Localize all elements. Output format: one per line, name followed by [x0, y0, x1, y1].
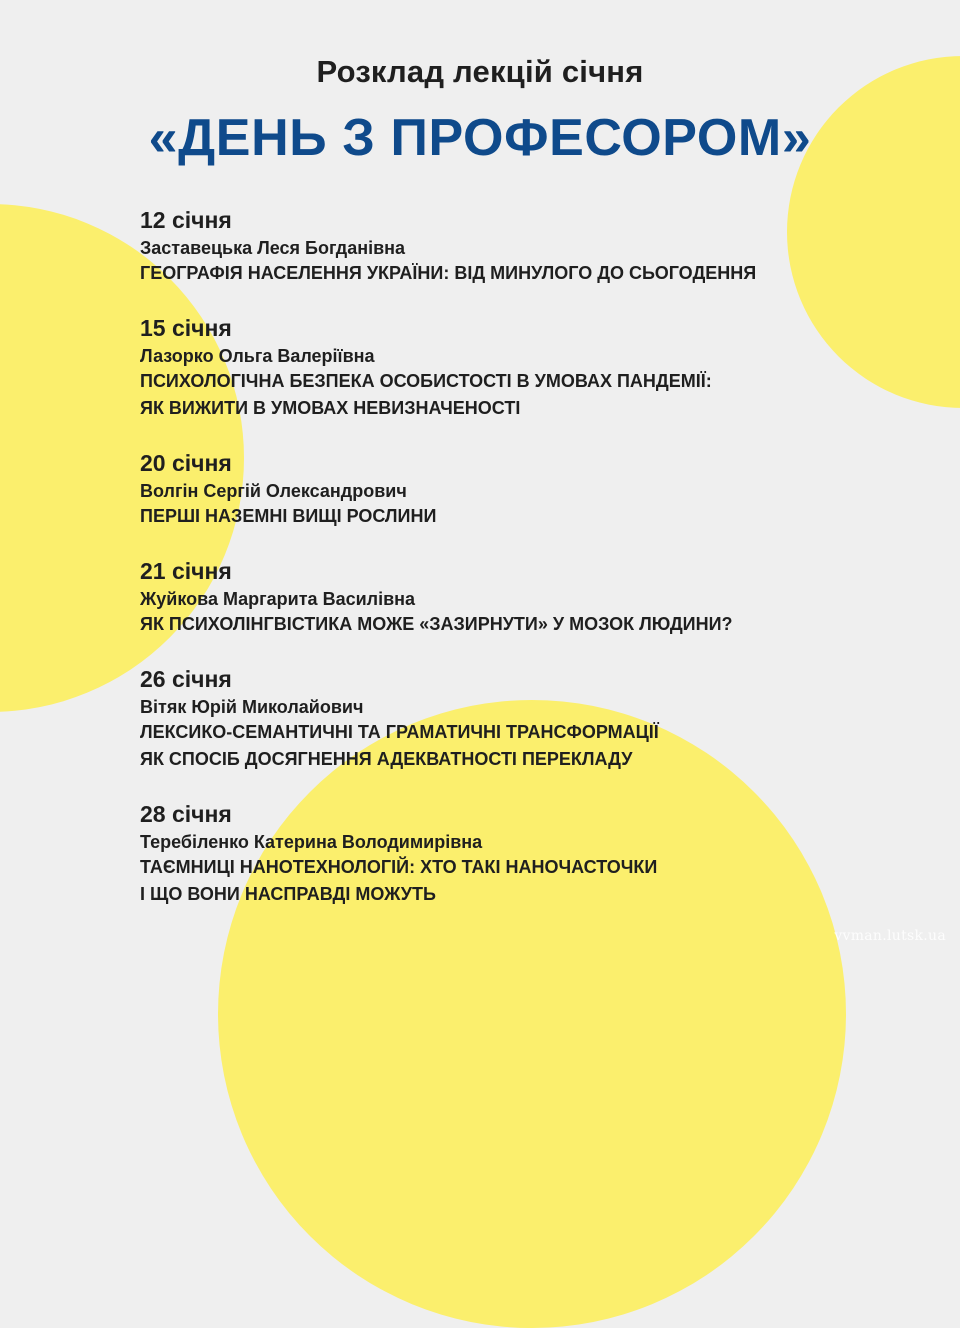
lecture-date: 28 січня [140, 801, 232, 827]
lecture-topic-line: ЯК СПОСІБ ДОСЯГНЕННЯ АДЕКВАТНОСТІ ПЕРЕКЛАДУ [140, 749, 633, 769]
page-title: «ДЕНЬ З ПРОФЕСОРОМ» [148, 109, 812, 167]
lecturer-name: Жуйкова Маргарита Василівна [140, 589, 416, 609]
schedule-entry [140, 799, 900, 908]
lecture-topic-line: ТАЄМНИЦІ НАНОТЕХНОЛОГІЙ: ХТО ТАКІ НАНОЧАСТОЧКИ [140, 857, 658, 877]
lecturer-name: Заставецька Леся Богданівна [140, 238, 406, 258]
lecture-date: 12 січня [140, 207, 232, 233]
lecture-topic-line: ЛЕКСИКО-СЕМАНТИЧНІ ТА ГРАМАТИЧНІ ТРАНСФОРМАЦІЇ [140, 722, 659, 742]
lecture-date: 15 січня [140, 315, 232, 341]
schedule-entry [140, 448, 900, 530]
lecturer-name: Вітяк Юрій Миколайович [140, 697, 364, 717]
lecture-topic-line: ЯК ПСИХОЛІНГВІСТИКА МОЖЕ «ЗАЗИРНУТИ» У МОЗОК ЛЮДИНИ? [140, 614, 733, 634]
lecturer-name: Волгін Сергій Олександрович [140, 481, 407, 501]
lecture-date: 20 січня [140, 450, 232, 476]
lecture-topic-line: ПСИХОЛОГІЧНА БЕЗПЕКА ОСОБИСТОСТІ В УМОВАХ ПАНДЕМІЇ: [140, 371, 712, 391]
watermark-text: vvman.lutsk.ua [834, 928, 946, 944]
page-subtitle: Розклад лекцій січня [316, 54, 644, 89]
schedule-entry [140, 664, 900, 773]
lecturer-name: Теребіленко Катерина Володимирівна [140, 832, 483, 852]
lecturer-name: Лазорко Ольга Валеріївна [140, 346, 375, 366]
lecture-date: 26 січня [140, 666, 232, 692]
lecture-date: 21 січня [140, 558, 232, 584]
lecture-topic-line: ПЕРШІ НАЗЕМНІ ВИЩІ РОСЛИНИ [140, 506, 437, 526]
lecture-topic-line: ГЕОГРАФІЯ НАСЕЛЕННЯ УКРАЇНИ: ВІД МИНУЛОГО ДО СЬОГОДЕННЯ [140, 263, 757, 283]
schedule-entry [140, 313, 900, 422]
lecture-topic-line: І ЩО ВОНИ НАСПРАВДІ МОЖУТЬ [140, 884, 436, 904]
lecture-topic-line: ЯК ВИЖИТИ В УМОВАХ НЕВИЗНАЧЕНОСТІ [140, 398, 521, 418]
lecture-schedule [140, 205, 900, 934]
schedule-entry [140, 556, 900, 638]
schedule-entry [140, 205, 900, 287]
